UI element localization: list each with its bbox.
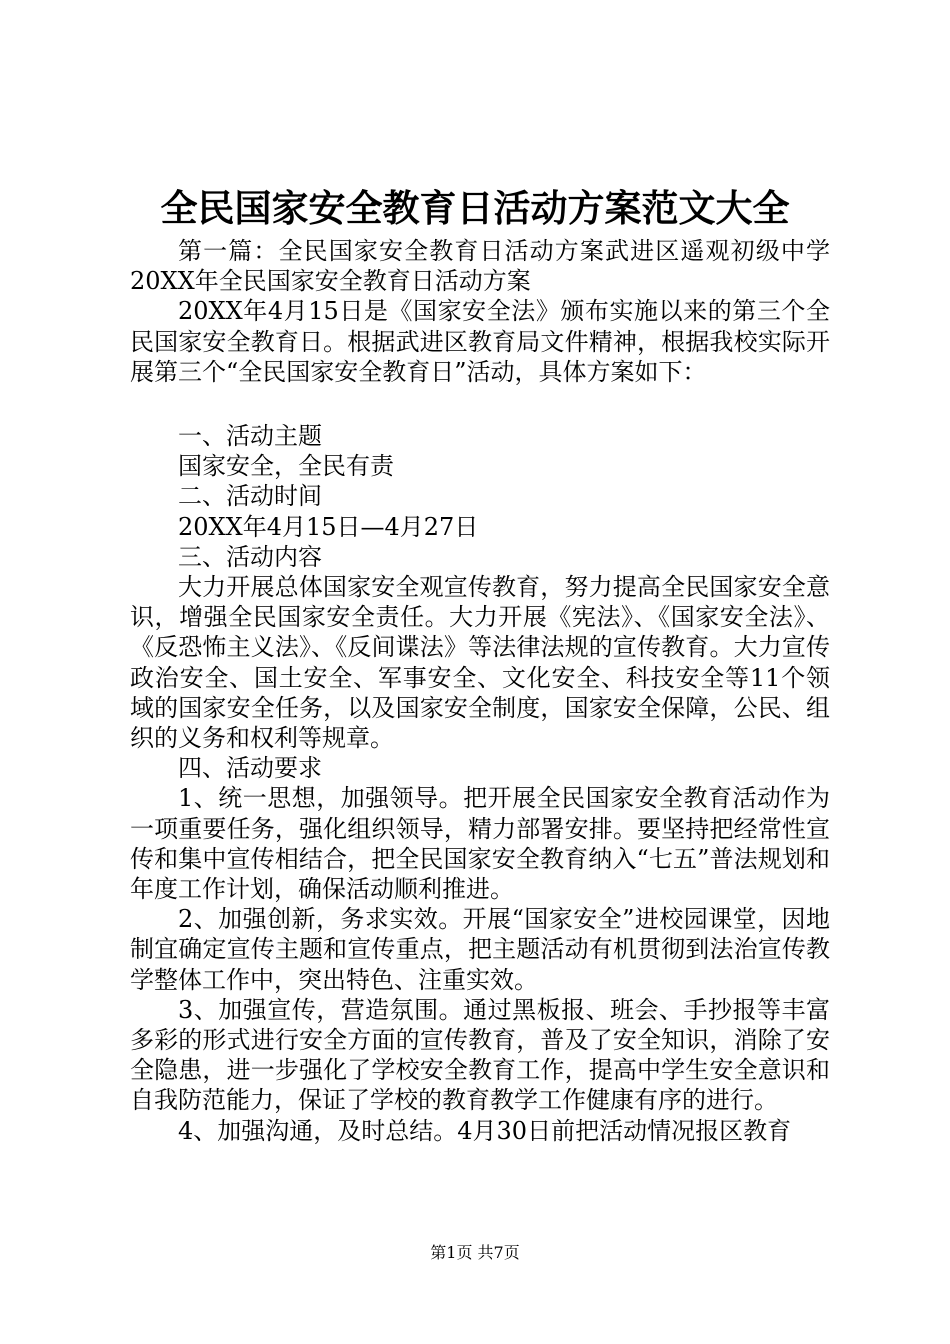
section-heading-time: 二、活动时间 (178, 482, 322, 511)
paragraph-gap (130, 387, 830, 421)
paragraph-requirement-4: 4、加强沟通，及时总结。4月30日前把活动情况报区教育 (178, 1116, 792, 1145)
page-footer: 第1页 共7页 (430, 1243, 520, 1262)
paragraph-requirement-2: 2、加强创新，务求实效。开展“国家安全”进校园课堂，因地制宜确定宣传主题和宣传重点，把主题活动有机贯彻到法治宣传教学整体工作中，突出特色、注重实效。 (130, 905, 830, 994)
theme-text: 国家安全，全民有责 (178, 452, 394, 481)
paragraph-intro: 第一篇：全民国家安全教育日活动方案武进区遥观初级中学20XX年全民国家安全教育日活动方案 (130, 237, 830, 296)
time-text: 20XX年4月15日—4月27日 (178, 512, 479, 541)
section-heading-content: 三、活动内容 (178, 542, 322, 571)
paragraph-background: 20XX年4月15日是《国家安全法》颁布实施以来的第三个全民国家安全教育日。根据武进区教育局文件精神，根据我校实际开展第三个“全民国家安全教育日”活动，具体方案如下： (130, 297, 830, 386)
paragraph-requirement-1: 1、统一思想，加强领导。把开展全民国家安全教育活动作为一项重要任务，强化组织领导，精力部署安排。要坚持把经常性宣传和集中宣传相结合，把全民国家安全教育纳入“七五”普法规划和年度工作计划，确保活动顺利推进。 (130, 784, 830, 904)
document-body (130, 236, 830, 1146)
paragraph-requirement-3: 3、加强宣传，营造氛围。通过黑板报、班会、手抄报等丰富多彩的形式进行安全方面的宣传教育，普及了安全知识，消除了安全隐患，进一步强化了学校安全教育工作，提高中学生安全意识和自我防范能力，保证了学校的教育教学工作健康有序的进行。 (130, 995, 830, 1115)
section-heading-requirements: 四、活动要求 (178, 754, 322, 783)
paragraph-content: 大力开展总体国家安全观宣传教育，努力提高全民国家安全意识，增强全民国家安全责任。大力开展《宪法》、《国家安全法》、《反恐怖主义法》、《反间谍法》等法律法规的宣传教育。大力宣传政治安全、国土安全、军事安全、文化安全、科技安全等11个领域的国家安全任务，以及国家安全制度，国家安全保障，公民、组织的义务和权利等规章。 (130, 573, 830, 753)
section-heading-theme: 一、活动主题 (178, 422, 322, 451)
document-title: 全民国家安全教育日活动方案范文大全 (160, 186, 790, 230)
